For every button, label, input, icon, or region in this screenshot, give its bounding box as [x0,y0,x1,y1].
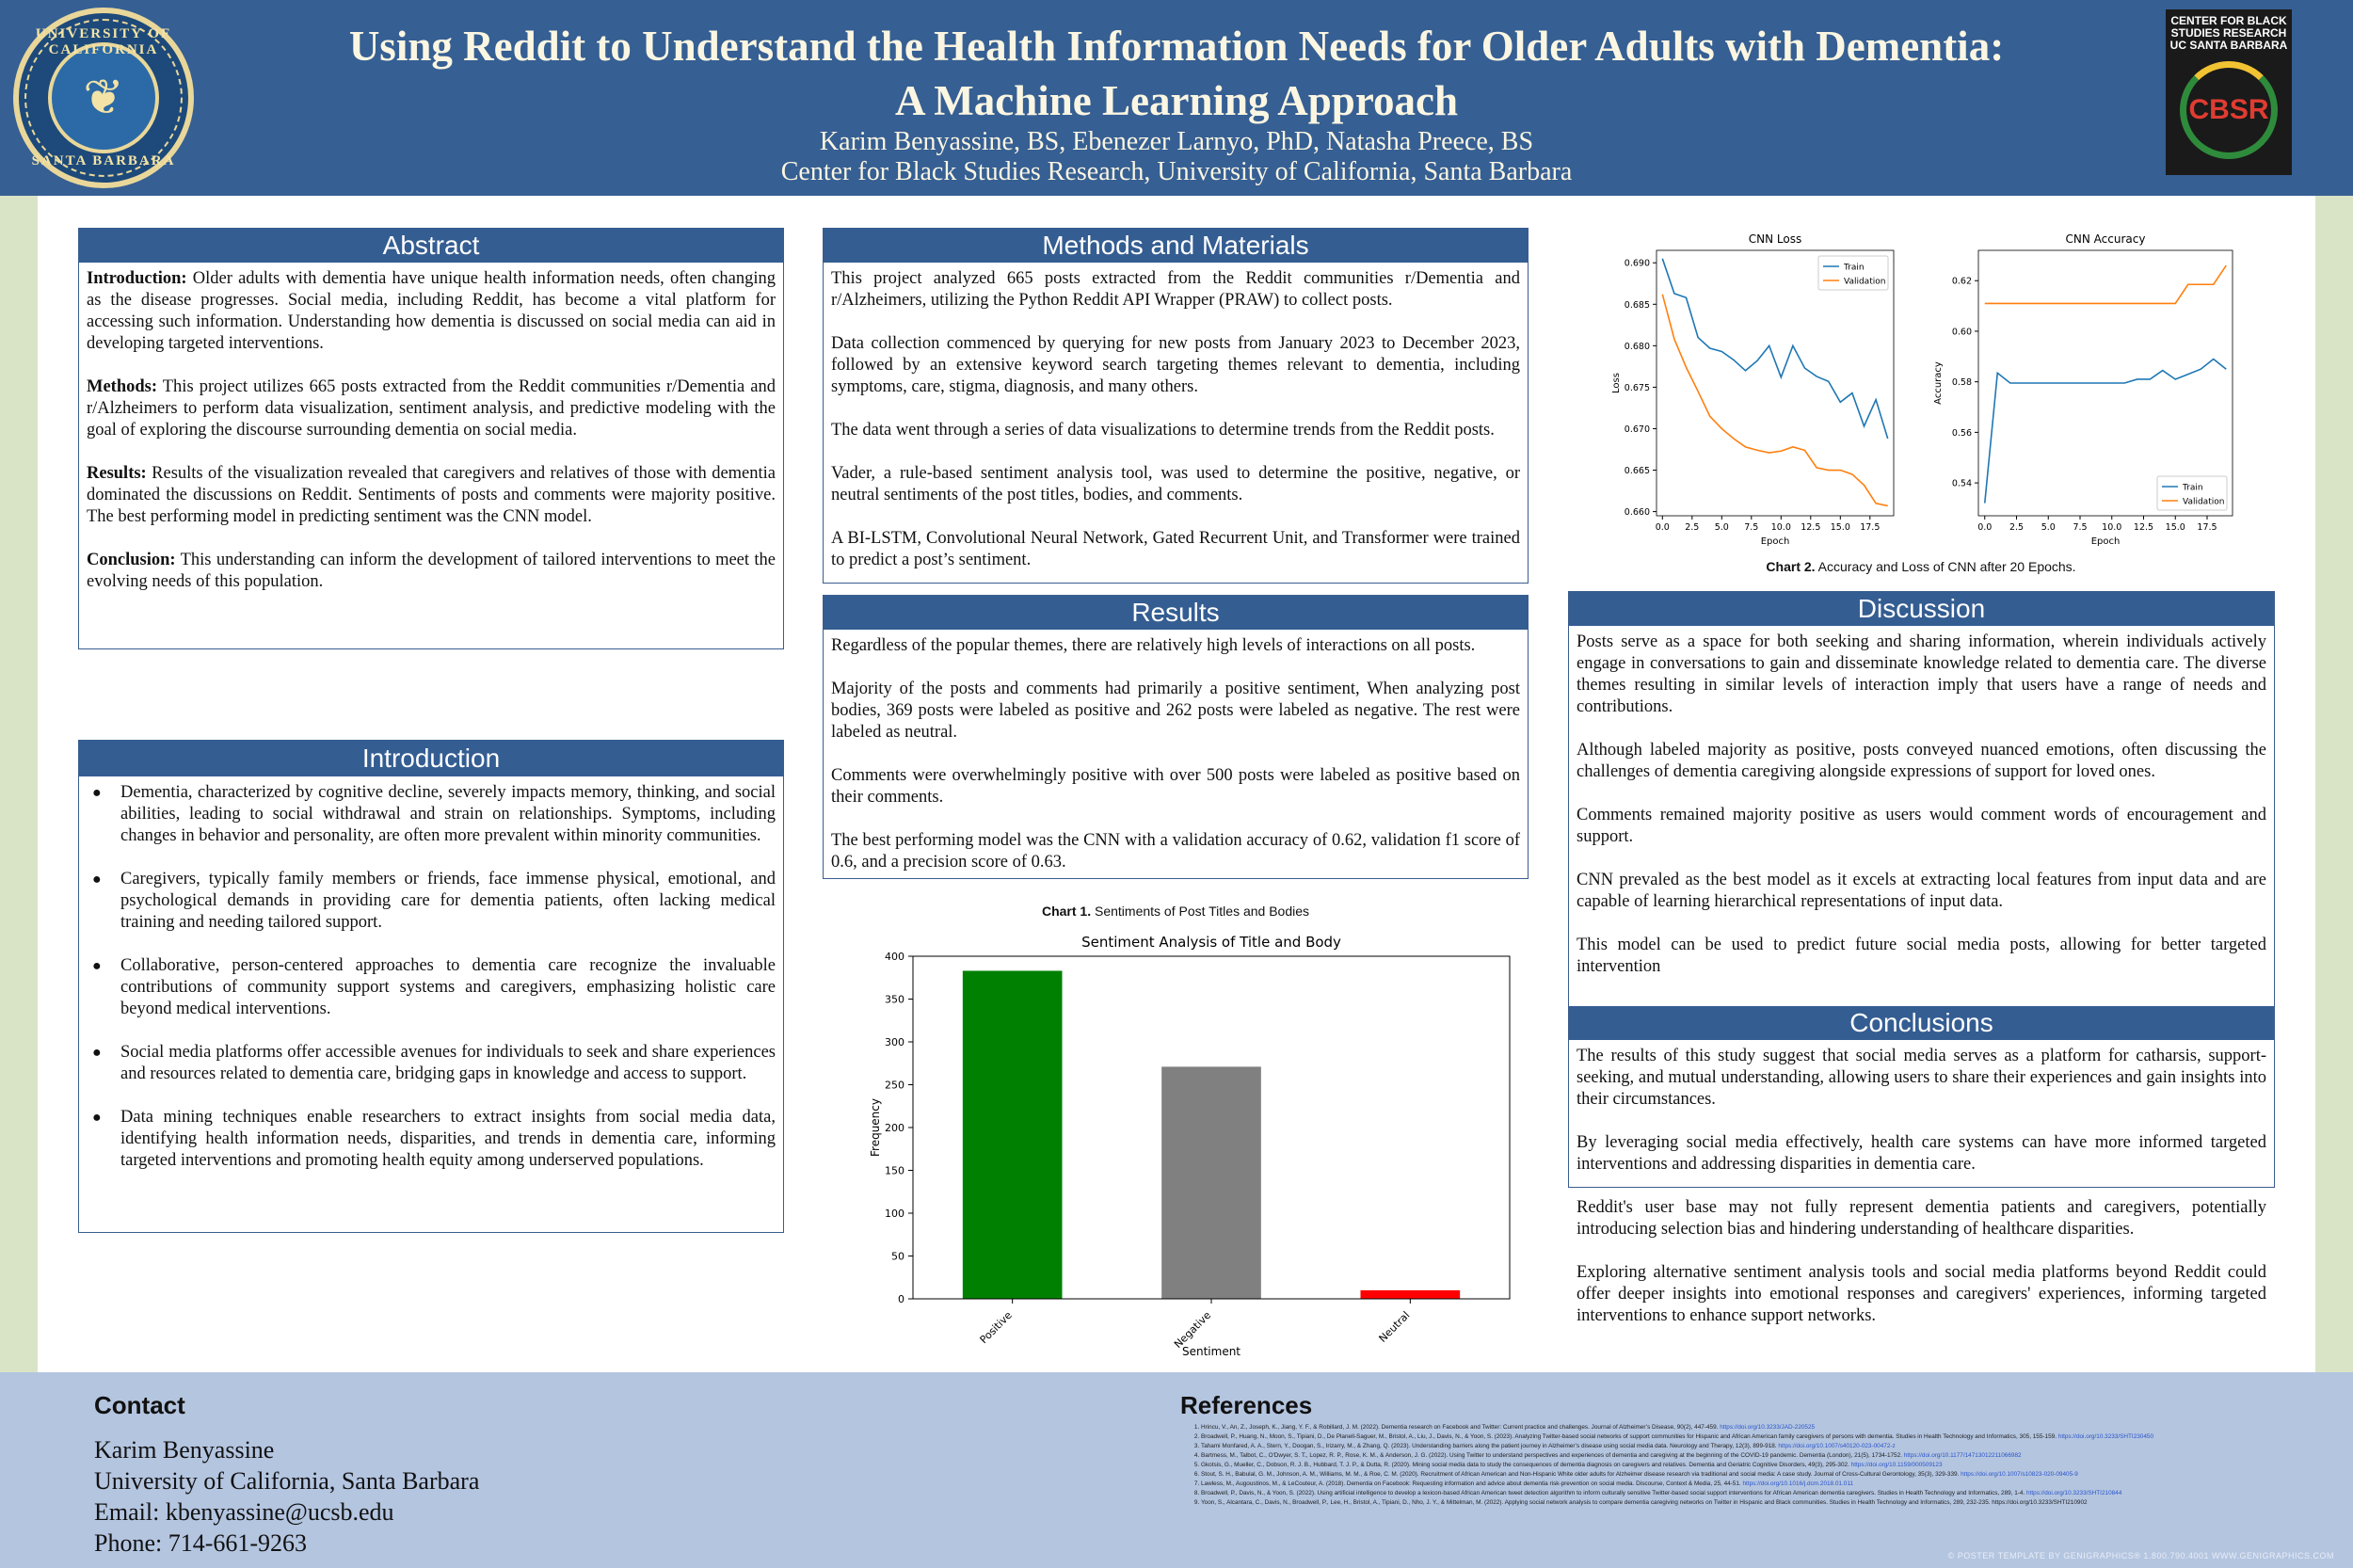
reference-text: Hrincu, V., An, Z., Joseph, K., Jiang, Y. F., & Robillard, J. M. (2022). Dementia research on Facebook and Twitter: Current practice and challenges. Journal of Alzheimer’s Disease, 90(2), 447-459. [1201,1424,1721,1431]
reference-text: Stout, S. H., Babulal, G. M., Johnson, A. M., Williams, M. M., & Roe, C. M. (2020). Recruitment of African American and Non-Hispanic White older adults for Alzheimer disease research via traditional and social media: A case study. Journal of Cross-Cultural Gerontology, 35(3), 329-339. [1201,1471,1961,1478]
reference-item [1201,1451,2223,1460]
reference-item [1201,1489,2223,1497]
results-paragraph: Majority of the posts and comments had primarily a positive sentiment, When analyzing post bodies, 369 posts were labeled as positive and 262 posts were labeled as negative. The rest were labeled as neutral. [831,680,1520,742]
abstract-methods-text: This project utilizes 665 posts extracted from the Reddit communities r/Dementia and r/Alzheimers to perform data visualization, sentiment analysis, and predictive modeling with the goal of exploring the discourse surrounding dementia on social media. [87,377,776,440]
contact-org: University of California, Santa Barbara [94,1467,480,1495]
reference-item [1201,1442,2223,1450]
cnn-accuracy-chart [1929,220,2315,547]
authors: Karim Benyassine, BS, Ebenezer Larnyo, PhD, Natasha Preece, BS [819,127,1534,156]
reference-item [1201,1432,2223,1441]
abstract-methods-label: Methods: [87,377,158,396]
methods-heading: Methods and Materials [824,229,1528,263]
legend-label: Train [1844,263,1865,273]
conclusions-paragraph: Reddit's user base may not fully represent dementia patients and caregivers, potentially introducing selection bias and hindering understanding of healthcare disparities. [1577,1198,2266,1239]
x-tick-label: 2.5 [1685,522,1700,533]
x-tick-label: 12.5 [2133,522,2154,533]
x-tick-label: 7.5 [2073,522,2088,533]
conclusions-paragraph: Exploring alternative sentiment analysis tools and social media platforms beyond Reddit could offer deeper insights into emotional responses and caregivers' experiences, informing targeted interventions to enhance support networks. [1577,1263,2266,1325]
poster-title [235,19,2118,128]
conclusions-paragraph: The results of this study suggest that social media serves as a platform for catharsis, support-seeking, and mutual understanding, allowing users to share their experiences and gain insights into their circumstances. [1577,1047,2266,1109]
abstract-results-label: Results: [87,464,147,483]
legend-label: Validation [1844,277,1886,287]
results-body [824,630,1528,879]
y-axis-label: Loss [1611,373,1622,393]
series-line [1985,265,2227,303]
results-panel [823,595,1529,879]
ucsb-seal-logo [13,8,194,188]
x-tick-label: 10.0 [2102,522,2122,533]
reference-text: Lawless, M., Augoustinos, M., & LeCouteur, A. (2018). Dementia on Facebook: Requesting information and advice about dementia risk-prevention on social media. Discourse, Context & Media, 25, 44-51. [1201,1480,1743,1487]
x-tick-label: 7.5 [1744,522,1759,533]
abstract-intro [87,268,776,355]
methods-paragraph: The data went through a series of data visualizations to determine trends from the Reddit posts. [831,421,1495,440]
main-content [38,196,2315,1372]
reference-text: Yoon, S., Alcantara, C., Davis, N., Broadwell, P., Lee, H., Bristol, A., Tipiani, D., Nho, J. Y., & Mittelman, M. (2022). Applying social network analysis to compare dementia caregiving networks on Twitter in Hispanic and Black communities. Studies in Health Technology and Informatics, 289, 232-235. https://doi.org/10.3233/SHTI210902 [1201,1499,2088,1506]
x-tick-label: 10.0 [1770,522,1791,533]
abstract-panel [78,228,784,649]
seal-bottom-text: SANTA BARBARA [31,153,176,168]
abstract-methods [87,376,776,441]
y-tick-label: 50 [891,1250,904,1263]
reference-link[interactable]: https://doi.org/10.1007/s40120-023-00472-z [1778,1443,1896,1449]
discussion-panel [1568,591,2275,1325]
y-tick-label: 0.54 [1951,478,1972,489]
legend-label: Validation [2183,497,2225,507]
x-tick-label: 12.5 [1801,522,1821,533]
header [0,0,2353,196]
x-axis-label: Sentiment [1181,1345,1241,1358]
reference-link[interactable]: https://doi.org/10.1177/14713012211066982 [1903,1452,2022,1459]
abstract-conclusion-label: Conclusion: [87,551,176,569]
conclusions-heading: Conclusions [1569,1006,2274,1040]
y-tick-label: 100 [885,1208,904,1220]
conclusions-body [1569,1040,2274,1333]
contact-email: Email: kbenyassine@ucsb.edu [94,1498,394,1526]
methods-paragraph: A BI-LSTM, Convolutional Neural Network, Gated Recurrent Unit, and Transformer were trained to predict a post’s sentiment. [831,529,1520,569]
methods-panel [823,228,1529,584]
discussion-body [1569,626,2274,1006]
bar [963,970,1063,1299]
chart2-caption-text: Accuracy and Loss of CNN after 20 Epochs. [1815,559,2076,574]
y-tick-label: 350 [885,993,904,1006]
discussion-paragraph: Although labeled majority as positive, posts conveyed nuanced emotions, often discussing the challenges of dementia caregiving alongside expressions of support for loved ones. [1577,741,2266,781]
methods-paragraph: This project analyzed 665 posts extracted from the Reddit communities r/Dementia and r/Alzheimers, utilizing the Python Reddit API Wrapper (PRAW) to collect posts. [831,269,1520,310]
title-line-2: A Machine Learning Approach [895,77,1458,124]
reference-text: Bartmess, M., Talbot, C., O'Dwyer, S. T., Lopez, R. P., Rose, K. M., & Anderson, J. G. (2022). Using Twitter to understand perspectives and experiences of dementia and caregiving at the beginning of the COVID-19 pandemic. Dementia (London), 21(5), 1734-1752. [1201,1452,1904,1459]
references-heading: References [1180,1391,1313,1419]
footer [0,1372,2353,1568]
results-paragraph: Comments were overwhelmingly positive with over 500 posts were labeled as positive based on their comments. [831,766,1520,807]
discussion-paragraph: CNN prevaled as the best model as it excels at extracting local features from input data and are capable of learning hierarchical representations of input data. [1577,871,2266,911]
methods-paragraph: Vader, a rule-based sentiment analysis tool, was used to determine the positive, negative, or neutral sentiments of the post titles, bodies, and comments. [831,464,1520,504]
discussion-paragraph: Posts serve as a space for both seeking and sharing information, wherein individuals actively engage in conversations to gain and disseminate knowledge related to dementia care. The diverse themes resulting in similar levels of interaction imply that users have a range of needs and contributions. [1577,632,2266,716]
introduction-heading: Introduction [79,741,783,776]
reference-link[interactable]: https://doi.org/10.1159/000509123 [1850,1462,1943,1468]
chart-title: CNN Loss [1748,232,1802,246]
contact-phone: Phone: 714-661-9263 [94,1529,308,1557]
list-item: ● Dementia, characterized by cognitive decline, severely impacts memory, thinking, and social abilities, leading to social withdrawal and strain on relationships. Symptoms, including changes in behavior and personality, are often more prevalent within minority communities. [87,782,776,847]
x-tick-label: 5.0 [1714,522,1729,533]
discussion-paragraph: This model can be used to predict future social media posts, allowing for better targeted intervention [1577,936,2266,976]
x-tick-label: Negative [1172,1308,1214,1352]
y-tick-label: 0.60 [1951,327,1972,338]
x-tick-label: 2.5 [2009,522,2025,533]
reference-item [1201,1480,2223,1488]
y-tick-label: 0.680 [1624,341,1650,352]
results-paragraph: Regardless of the popular themes, there are relatively high levels of interactions on all posts. [831,636,1476,655]
reference-text: Tahami Monfared, A. A., Stern, Y., Doogan, S., Irizarry, M., & Zhang, Q. (2023). Understanding barriers along the patient journey in Alzheimer’s disease using social media data. Neurology and Therapy, 12(3), 899-918. [1201,1443,1779,1449]
reference-item [1201,1498,2223,1507]
chart-title: CNN Accuracy [2065,232,2146,246]
y-tick-label: 0.58 [1951,377,1972,389]
cbsr-logo-line2: UC SANTA BARBARA [2169,39,2288,52]
chart2-caption [1568,559,2274,574]
y-tick-label: 0.56 [1951,427,1972,439]
template-credit: © POSTER TEMPLATE BY GENIGRAPHICS® 1.800.790.4001 WWW.GENIGRAPHICS.COM [1947,1551,2334,1560]
list-item: ● Caregivers, typically family members or friends, face immense physical, emotional, and psychological demands in providing care for dementia patients, often lacking medical training and needing tailored support. [87,869,776,934]
y-axis-label: Accuracy [1933,361,1944,405]
list-item: ● Social media platforms offer accessible avenues for individuals to seek and share experiences and resources related to dementia care, bridging gaps in knowledge and access to support. [87,1042,776,1085]
cbsr-mark: CBSR [2180,61,2278,159]
reference-text: Broadwell, P., Huang, N., Moon, S., Tipiani, D., De Planell-Saguer, M., Bristol, A., Liu, J., Davis, N., & Yoon, S. (2023). Analyzing Twitter-based social networks of support communities for Hispanic and African American family caregivers of persons with dementia. Studies in Health Technology and Informatics, 305, 155-159. [1201,1433,2058,1440]
x-axis-label: Epoch [1760,536,1790,547]
bar [1361,1290,1461,1299]
cbsr-logo-line1: CENTER FOR BLACK STUDIES RESEARCH [2170,14,2287,40]
reference-link[interactable]: https://doi.org/10.3233/JAD-220525 [1720,1424,1816,1431]
legend-label: Train [2183,483,2203,493]
chart1-caption-label: Chart 1. [1041,904,1092,919]
x-tick-label: 0.0 [1655,522,1670,533]
results-paragraph: The best performing model was the CNN with a validation accuracy of 0.62, validation f1 score of 0.6, and a precision score of 0.63. [831,831,1520,872]
x-tick-label: 17.5 [2197,522,2217,533]
y-tick-label: 0.685 [1624,299,1650,311]
x-tick-label: 5.0 [2041,522,2056,533]
y-tick-label: 0.62 [1951,276,1972,287]
chart2-caption-label: Chart 2. [1766,559,1816,574]
y-tick-label: 300 [885,1036,904,1048]
discussion-paragraph: Comments remained majority positive as users would comment words of encouragement and support. [1577,806,2266,846]
seal-top-text: UNIVERSITY OF CALIFORNIA [35,26,172,57]
affiliation: Center for Black Studies Research, University of California, Santa Barbara [780,157,1573,186]
reference-link[interactable]: https://doi.org/10.3233/SHTI210844 [2026,1490,2122,1496]
y-tick-label: 200 [885,1122,904,1134]
abstract-intro-text: Older adults with dementia have unique health information needs, often changing as the disease progresses. Social media, including Reddit, has become a vital platform for accessing such information. Understanding how dementia is discussed on social media can aid in developing targeted interventions. [87,269,776,353]
x-tick-label: 0.0 [1977,522,1993,533]
chart1-caption [823,904,1529,919]
x-tick-label: Neutral [1376,1308,1413,1345]
contact-name: Karim Benyassine [94,1436,275,1464]
list-item: ● Collaborative, person-centered approaches to dementia care recognize the invaluable contributions of community support systems and caregivers, emphasizing holistic care beyond medical interventions. [87,955,776,1020]
chart-title: Sentiment Analysis of Title and Body [1081,934,1341,951]
y-tick-label: 250 [885,1079,904,1092]
introduction-body [79,776,783,1199]
reference-link[interactable]: https://doi.org/10.3233/SHTI230450 [2057,1433,2154,1440]
bar [1161,1066,1261,1299]
y-tick-label: 0.660 [1624,507,1650,519]
reference-link[interactable]: https://doi.org/10.1007/s10823-020-09405-9 [1961,1471,2078,1478]
y-tick-label: 0.675 [1624,382,1650,393]
reference-link[interactable]: https://doi.org/10.1016/j.dcm.2018.01.011 [1742,1480,1853,1487]
cbsr-logo [2166,9,2292,175]
book-icon: ❦ [48,42,159,153]
abstract-body [79,263,783,599]
discussion-heading: Discussion [1569,592,2274,626]
abstract-conclusion [87,550,776,593]
reference-item [1201,1461,2223,1469]
y-tick-label: 150 [885,1164,904,1177]
abstract-conclusion-text: This understanding can inform the development of tailored interventions to meet the evolving needs of this population. [87,551,776,591]
methods-paragraph: Data collection commenced by querying for new posts from January 2023 to December 2023, followed by an extensive keyword search targeting themes relevant to dementia, including symptoms, care, stigma, diagnosis, and many others. [831,334,1520,396]
y-tick-label: 400 [885,951,904,963]
introduction-list [87,782,776,1172]
abstract-results-text: Results of the visualization revealed that caregivers and relatives of those with dementia dominated the discussions on Reddit. Sentiments of posts and comments were majority positive. The best performing model in predicting sentiment was the CNN model. [87,464,776,526]
y-tick-label: 0.665 [1624,466,1650,477]
x-axis-label: Epoch [2090,536,2121,547]
y-axis-label: Frequency [869,1098,882,1157]
results-heading: Results [824,596,1528,630]
reference-item [1201,1470,2223,1479]
reference-text: Broadwell, P., Davis, N., & Yoon, S. (2022). Using artificial intelligence to develop a lexicon-based African American tweet detection algorithm to inform culturally sensitive Twitter-based social support interventions for African American dementia caregivers. Studies in Health Technology and Informatics, 289, 1-4. [1201,1490,2027,1496]
methods-body [824,263,1528,577]
reference-item [1201,1423,2223,1432]
references-list [1188,1423,2223,1508]
x-tick-label: 15.0 [1830,522,1850,533]
reference-text: Gkotsis, G., Mueller, C., Dobson, R. J. B., Hubbard, T. J. P., & Dutta, R. (2020). Mining social media data to study the consequences of dementia diagnosis on caregivers and relatives. Dementia and Geriatric Cognitive Disorders, 49(3), 295-302. [1201,1462,1851,1468]
contact-heading: Contact [94,1391,185,1419]
y-tick-label: 0.670 [1624,424,1650,435]
abstract-heading: Abstract [79,229,783,263]
title-line-1: Using Reddit to Understand the Health Information Needs for Older Adults with Dementia: [348,23,2005,70]
contact-details [94,1434,479,1559]
abstract-intro-label: Introduction: [87,269,187,288]
y-tick-label: 0 [898,1293,904,1305]
x-tick-label: 17.5 [1860,522,1881,533]
x-tick-label: 15.0 [2165,522,2185,533]
y-tick-label: 0.690 [1624,258,1650,269]
list-item: ● Data mining techniques enable researchers to extract insights from social media data, identifying health information needs, disparities, and trends in dementia care, informing targeted interventions and promoting health equity among underserved populations. [87,1107,776,1172]
introduction-panel [78,740,784,1233]
x-tick-label: Positive [977,1308,1015,1347]
conclusions-paragraph: By leveraging social media effectively, health care systems can have more informed targeted interventions and addressing disparities in dementia care. [1577,1133,2266,1174]
chart1-caption-text: Sentiments of Post Titles and Bodies [1091,904,1310,919]
abstract-results [87,463,776,528]
